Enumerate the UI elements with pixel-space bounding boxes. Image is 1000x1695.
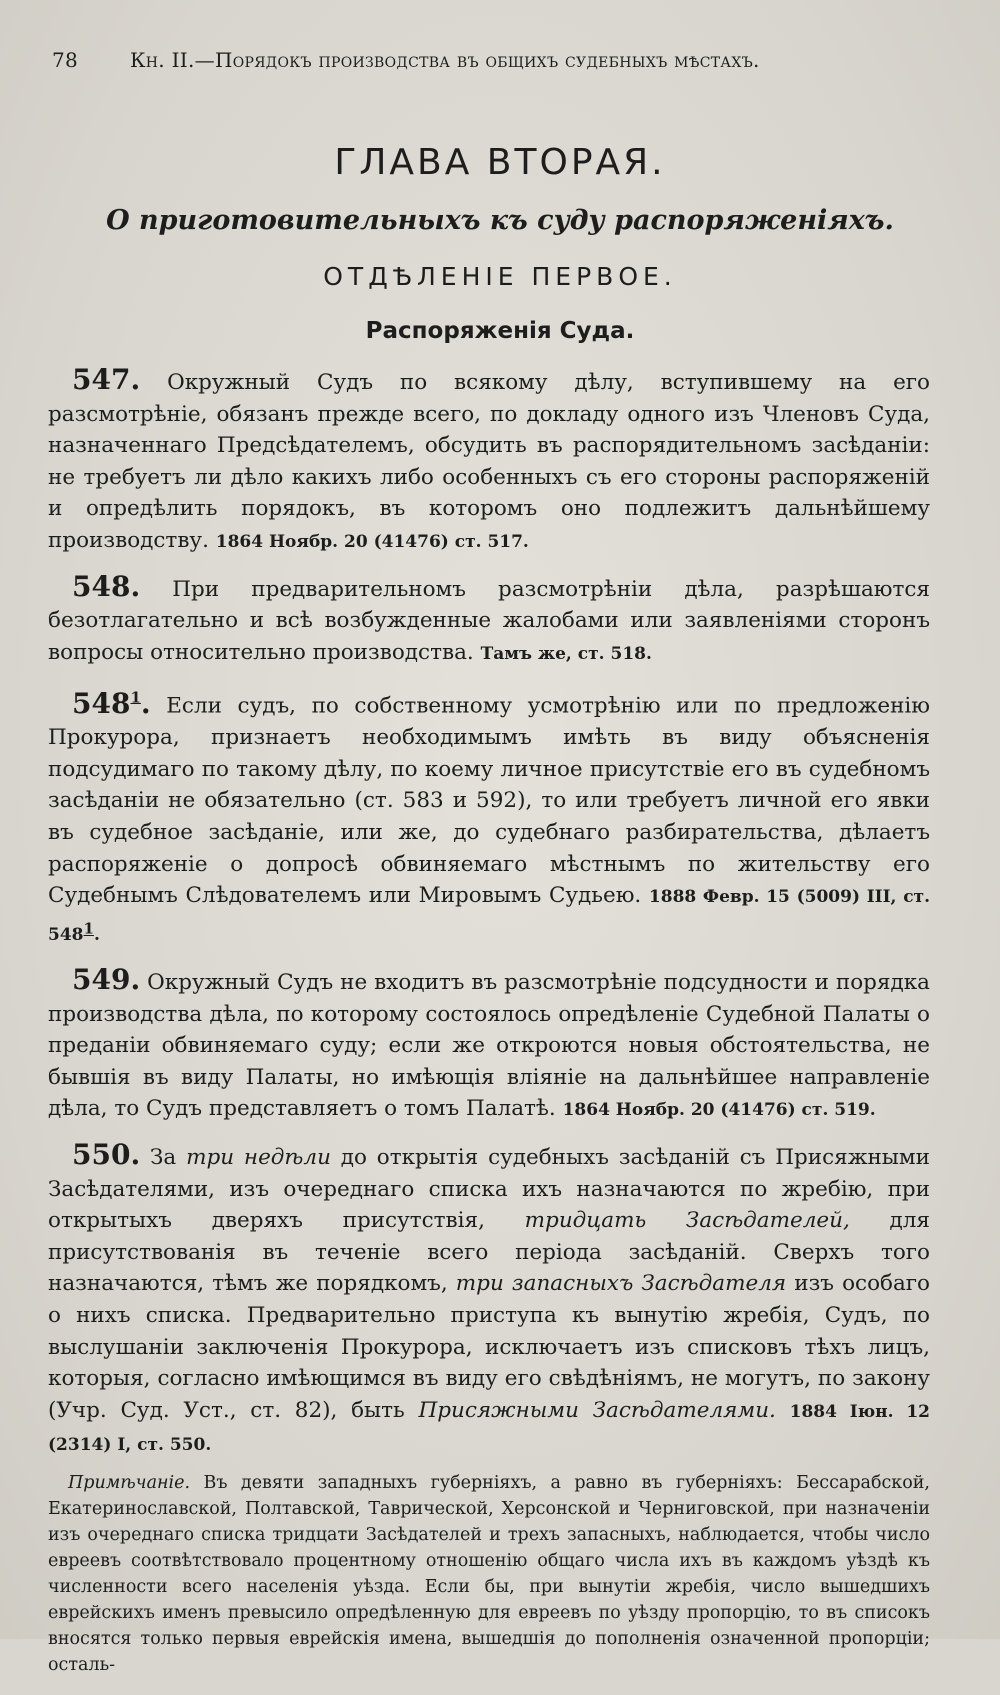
section-subtitle: Распоряженія Суда. [365, 318, 635, 344]
article-549 [48, 964, 930, 1127]
article-547 [48, 364, 930, 559]
article-source: 1884 Іюн. 12 (2314) I, ст. 550. [48, 1401, 930, 1456]
article-text: При предварительномъ разсмотрѣніи дѣла, разрѣшаются безотлагательно и всѣ возбужденные жалобами или заявленіями сторонъ вопросы относительно производства. [48, 576, 930, 665]
chapter-title: ГЛАВА ВТОРАЯ. [334, 142, 666, 183]
article-548-1 [48, 682, 930, 952]
article-number: 549. [72, 963, 141, 997]
article-source: 1864 Ноябр. 20 (41476) ст. 517. [215, 531, 529, 552]
running-header [52, 48, 940, 72]
footnote [48, 1470, 930, 1678]
section-title: ОТДѢЛЕНІЕ ПЕРВОЕ. [323, 262, 677, 291]
page-number: 78 [52, 48, 79, 72]
page-body [48, 364, 930, 1695]
note-text: Въ девяти западныхъ губерніяхъ, а равно въ губерніяхъ: Бессарабской, Екатеринославской, Полтавской, Таврической, Херсонской и Черниговской, при назначеніи изъ очереднаго списка тридцати Засѣдателей и трехъ запасныхъ, наблюдается, чтобы число евреевъ соотвѣтствовало процентному отношенію общаго числа ихъ въ каждомъ уѣздѣ къ численности всего населенія уѣзда. Если бы, при вынутіи жребія, число вышедшихъ еврейскихъ именъ превысило опредѣленную для евреевъ по уѣзду пропорцію, то въ списокъ вносятся только первыя еврейскія имена, вышедшія до пополненія означенной пропорціи; осталь- [48, 1472, 930, 1675]
article-550 [48, 1139, 930, 1462]
article-source: 1888 Февр. 15 (5009) III, ст. 5481. [48, 887, 930, 946]
article-text: Окружный Судъ не входитъ въ разсмотрѣніе подсудности и порядка производства дѣла, по которому состоялось опредѣленіе Судебной Палаты о преданіи обвиняемаго суду; если же откроются новыя обстоятельства, не бывшія въ виду Палаты, но имѣющія вліяніе на дальнѣйшее направленіе дѣла, то Судъ представляетъ о томъ Палатѣ. [48, 970, 930, 1122]
article-548 [48, 571, 930, 671]
article-source: Тамъ же, ст. 518. [480, 643, 652, 664]
article-number: $548^1$. [72, 686, 151, 720]
article-text: Если судъ, по собственному усмотрѣнію или по предложенію Прокурора, признаетъ необходимымъ имѣть въ виду объясненія подсудимаго по такому дѣлу, по коему личное присутствіе его въ судебномъ засѣданіи не обязательно (ст. 583 и 592), то или требуетъ личной его явки въ судебное засѣданіе, или же, до судебнаго разбирательства, дѣлаетъ распоряженіе о допросѣ обвиняемаго мѣстнымъ по жительству его Судебнымъ Слѣдователемъ или Мировымъ Судьею. [48, 693, 930, 909]
article-number: 547. [72, 363, 141, 396]
article-text: За три недѣли до открытія судебныхъ засѣданій съ Присяжными Засѣдателями, изъ очереднаго списка ихъ назначаются по жребію, при открытыхъ дверяхъ присутствія, тридцать Засѣдателей, для присутствованія въ теченіе всего періода засѣданій. Сверхъ того назначаются, тѣмъ же порядкомъ, три запасныхъ Засѣдателя изъ особаго о нихъ списка. Предварительно приступа къ вынутію жребія, Судъ, по выслушаніи заключенія Прокурора, исключаетъ изъ списковъ тѣхъ лицъ, которыя, согласно имѣющимся въ виду его свѣдѣніямъ, не могутъ, по закону (Учр. Суд. Уст., ст. 82), быть Присяжными Засѣдателями. [48, 1145, 930, 1423]
article-text: Окружный Судъ по всякому дѣлу, вступившему на его разсмотрѣніе, обязанъ прежде всего, по докладу одного изъ Членовъ Суда, назначеннаго Предсѣдателемъ, обсудить въ распорядительномъ засѣданіи: не требуетъ ли дѣло какихъ либо особенныхъ съ его стороны распоряженій и опредѣлить порядокъ, въ которомъ оно подлежитъ дальнѣйшему производству. [48, 370, 930, 553]
chapter-subtitle: О приготовительныхъ къ суду распоряженіяхъ. [106, 205, 894, 236]
running-title: Кн. II.—Порядокъ производства въ общихъ судебныхъ мѣстахъ. [130, 48, 760, 72]
article-number: 548. [72, 569, 141, 603]
note-label: Примѣчаніе. [68, 1472, 191, 1493]
article-number: 550. [72, 1138, 141, 1172]
article-source: 1864 Ноябр. 20 (41476) ст. 519. [562, 1100, 876, 1121]
